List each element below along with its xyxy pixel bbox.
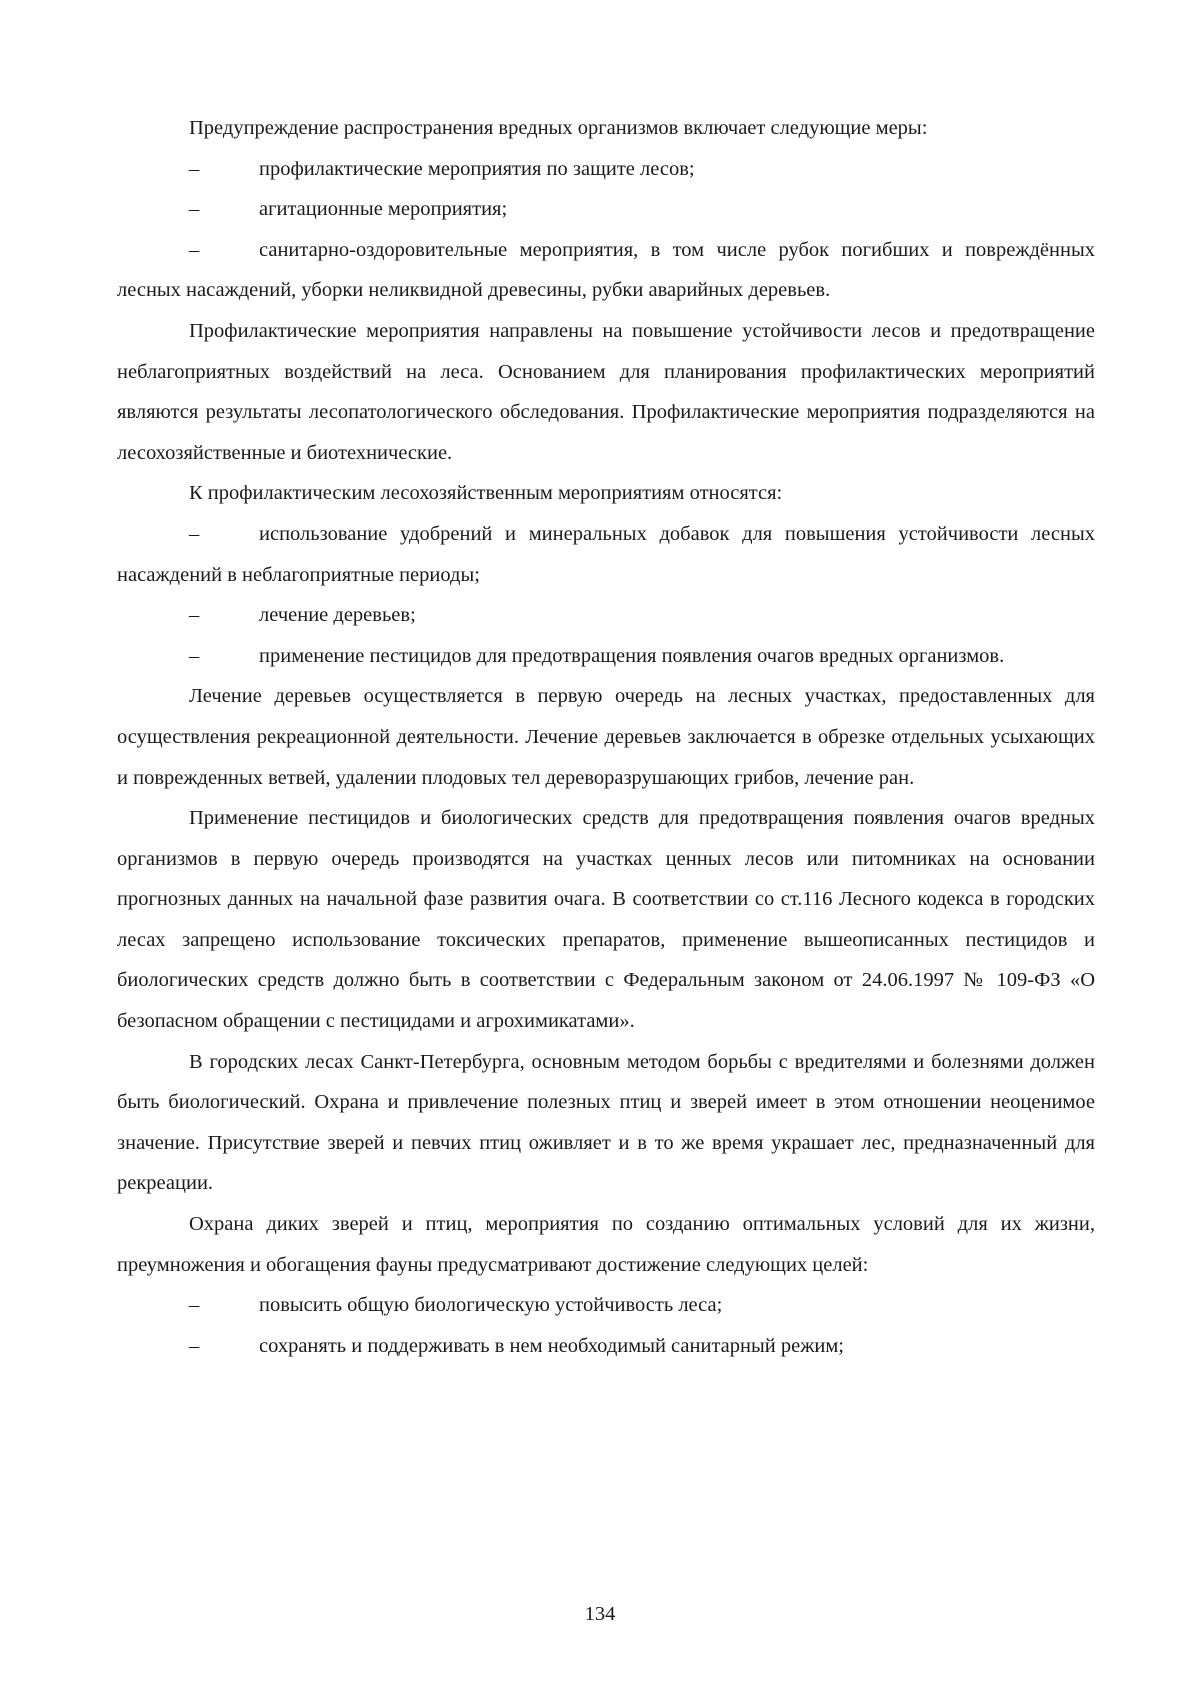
paragraph: К профилактическим лесохозяйственным мероприятиям относятся: bbox=[189, 482, 783, 505]
dash-bullet: – bbox=[189, 1334, 200, 1357]
list-item bbox=[117, 1326, 1095, 1367]
dash-bullet: – bbox=[189, 1294, 200, 1317]
dash-bullet: – bbox=[189, 198, 200, 221]
document-body bbox=[117, 108, 1095, 1366]
list-item-text: санитарно-оздоровительные мероприятия, в том числе рубок погибших и повреждённых лесных насаждений, уборки неликвидной древесины, рубки аварийных деревьев. bbox=[117, 238, 1095, 302]
paragraph: Профилактические мероприятия направлены на повышение устойчивости лесов и предотвращение неблагоприятных воздействий на леса. Основанием для планирования профилактических мероприятий являются результаты лесопатологического обследования. Профилактические мероприятия подразделяются на лесохозяйственные и биотехнические. bbox=[117, 319, 1095, 464]
dash-bullet: – bbox=[189, 157, 200, 180]
list-item-text: использование удобрений и минеральных добавок для повышения устойчивости лесных насаждений в неблагоприятные периоды; bbox=[117, 522, 1095, 586]
list-item bbox=[117, 595, 1095, 636]
dash-bullet: – bbox=[189, 238, 200, 261]
list-item-text: повысить общую биологическую устойчивость леса; bbox=[259, 1294, 723, 1317]
paragraph: Применение пестицидов и биологических средств для предотвращения появления очагов вредных организмов в первую очередь производятся на участках ценных лесов или питомниках на основании прогнозных данных на начальной фазе развития очага. В соответствии со ст.116 Лесного кодекса в городских лесах запрещено использование токсических препаратов, применение вышеописанных пестицидов и биологических средств должно быть в соответствии с Федеральным законом от 24.06.1997 № 109-ФЗ «О безопасном обращении с пестицидами и агрохимикатами». bbox=[117, 807, 1095, 1033]
list-item bbox=[117, 189, 1095, 230]
dash-bullet: – bbox=[189, 522, 200, 545]
paragraph: Предупреждение распространения вредных организмов включает следующие меры: bbox=[189, 117, 928, 139]
dash-bullet: – bbox=[189, 604, 200, 627]
list-item-text: применение пестицидов для предотвращения появления очагов вредных организмов. bbox=[259, 644, 1005, 667]
list-item-text: агитационные мероприятия; bbox=[259, 198, 508, 221]
list-item bbox=[117, 514, 1095, 595]
list-item-text: лечение деревьев; bbox=[259, 604, 416, 627]
paragraph: Охрана диких зверей и птиц, мероприятия по созданию оптимальных условий для их жизни, преумножения и обогащения фауны предусматривают достижение следующих целей: bbox=[117, 1213, 1095, 1276]
paragraph: В городских лесах Санкт-Петербурга, основным методом борьбы с вредителями и болезнями должен быть биологический. Охрана и привлечение полезных птиц и зверей имеет в этом отношении неоценимое значение. Присутствие зверей и певчих птиц оживляет и в то же время украшает лес, предназначенный для рекреации. bbox=[117, 1050, 1095, 1195]
page-number: 134 bbox=[584, 1603, 616, 1625]
list-item bbox=[117, 1285, 1095, 1326]
list-item bbox=[117, 636, 1095, 677]
list-item-text: профилактические мероприятия по защите лесов; bbox=[259, 157, 695, 180]
list-item bbox=[117, 230, 1095, 311]
dash-bullet: – bbox=[189, 644, 200, 667]
list-item-text: сохранять и поддерживать в нем необходимый санитарный режим; bbox=[259, 1334, 845, 1357]
list-item bbox=[117, 149, 1095, 190]
paragraph: Лечение деревьев осуществляется в первую очередь на лесных участках, предоставленных для осуществления рекреационной деятельности. Лечение деревьев заключается в обрезке отдельных усыхающих и поврежденных ветвей, удалении плодовых тел дереворазрушающих грибов, лечение ран. bbox=[117, 685, 1095, 789]
